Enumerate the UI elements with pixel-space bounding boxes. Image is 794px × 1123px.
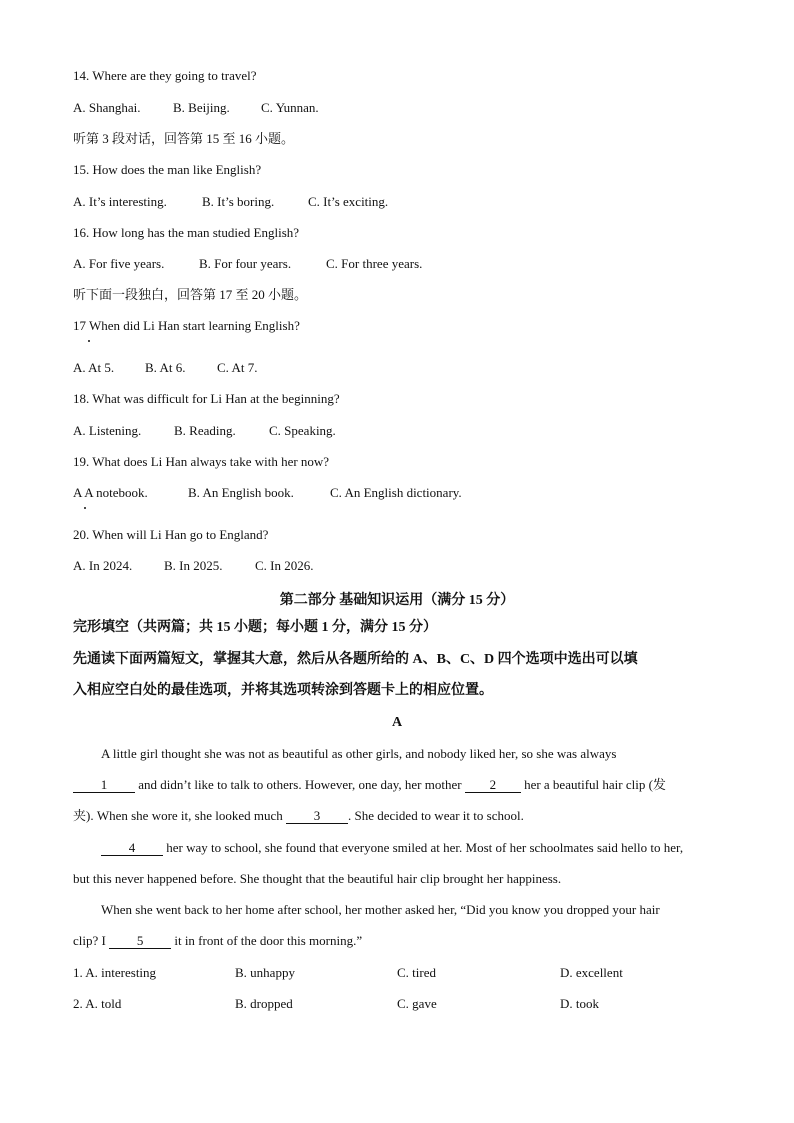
- dialog-3-instruction: 听第 3 段对话，回答第 15 至 16 小题。: [73, 131, 295, 146]
- question-18-options: [73, 423, 336, 439]
- answer-option-b: B. dropped: [235, 996, 293, 1011]
- passage-line: [73, 777, 733, 793]
- blank-4: 4: [101, 841, 163, 856]
- passage-line: [73, 808, 733, 824]
- answer-option-b: B. unhappy: [235, 965, 295, 980]
- passage-text: her a beautiful hair clip (发: [520, 777, 666, 792]
- option-b: B. Beijing.: [173, 100, 230, 115]
- option-b: B. At 6.: [145, 360, 186, 375]
- cloze-instruction-line-2: 入相应空白处的最佳选项，并将其选项转涂到答题卡上的相应位置。: [73, 683, 493, 698]
- answer-option-a: 1. A. interesting: [73, 965, 157, 980]
- question-16-options: [73, 256, 422, 272]
- option-a: A. Shanghai.: [73, 100, 141, 115]
- option-b: B. For four years.: [199, 256, 292, 271]
- blank-5: 5: [109, 934, 171, 949]
- question-18-stem: 18. What was difficult for Li Han at the beginning?: [73, 391, 340, 406]
- passage-line: A little girl thought she was not as beautiful as other girls, and nobody liked her, so she was always: [101, 746, 617, 761]
- option-c: C. An English dictionary.: [330, 485, 462, 500]
- passage-line: When she went back to her home after school, her mother asked her, “Did you know you dropped your hair: [101, 902, 660, 917]
- question-17-stem: 17 When did Li Han start learning English?: [73, 318, 300, 333]
- passage-line: but this never happened before. She thought that the beautiful hair clip brought her happiness.: [73, 871, 562, 886]
- option-b: B. In 2025.: [164, 558, 223, 573]
- option-c: C. In 2026.: [255, 558, 314, 573]
- answer-option-c: C. tired: [397, 965, 436, 980]
- option-c: C. Speaking.: [269, 423, 336, 438]
- question-19-options: [73, 485, 462, 501]
- question-14-options: [73, 100, 319, 116]
- option-c: C. At 7.: [217, 360, 258, 375]
- answer-option-d: D. excellent: [560, 965, 623, 980]
- option-a: A A notebook.: [73, 485, 148, 500]
- passage-text: 夹). When she wore it, she looked much: [73, 808, 287, 823]
- ocr-dot-mark: [84, 507, 86, 509]
- option-a: A. At 5.: [73, 360, 115, 375]
- answer-option-c: C. gave: [397, 996, 437, 1011]
- cloze-section-title: 完形填空（共两篇；共 15 小题；每小题 1 分，满分 15 分）: [73, 620, 437, 635]
- question-14-stem: 14. Where are they going to travel?: [73, 68, 257, 83]
- question-16-stem: 16. How long has the man studied English?: [73, 225, 300, 240]
- question-14: [73, 68, 257, 84]
- option-a: A. Listening.: [73, 423, 142, 438]
- passage-text: her way to school, she found that everyone smiled at her. Most of her schoolmates said hello to her,: [163, 840, 684, 855]
- blank-3: 3: [286, 809, 348, 824]
- option-c: C. Yunnan.: [261, 100, 319, 115]
- passage-text: . She decided to wear it to school.: [348, 808, 524, 823]
- option-b: B. Reading.: [174, 423, 236, 438]
- monologue-instruction: 听下面一段独白，回答第 17 至 20 小题。: [73, 287, 308, 302]
- option-c: C. For three years.: [326, 256, 423, 271]
- option-a: A. For five years.: [73, 256, 165, 271]
- cloze-instruction-line-1: 先通读下面两篇短文，掌握其大意，然后从各题所给的 A、B、C、D 四个选项中选出可以填: [73, 652, 638, 667]
- passage-line: [73, 840, 761, 856]
- ocr-dot-mark: [88, 340, 90, 342]
- option-a: A. In 2024.: [73, 558, 133, 573]
- answer-option-a: 2. A. told: [73, 996, 122, 1011]
- option-a: A. It’s interesting.: [73, 194, 167, 209]
- blank-1: 1: [73, 778, 135, 793]
- blank-2: 2: [465, 778, 521, 793]
- question-15-options: [73, 194, 388, 210]
- passage-text: and didn’t like to talk to others. However, one day, her mother: [135, 777, 465, 792]
- passage-label: A: [391, 715, 403, 730]
- passage-text: clip? I: [73, 933, 110, 948]
- question-20-stem: 20. When will Li Han go to England?: [73, 527, 269, 542]
- question-20-options: [73, 558, 314, 574]
- answer-option-d: D. took: [560, 996, 599, 1011]
- passage-line: [73, 933, 733, 949]
- question-17-options: [73, 360, 257, 376]
- option-c: C. It’s exciting.: [308, 194, 389, 209]
- option-b: B. An English book.: [188, 485, 294, 500]
- option-b: B. It’s boring.: [202, 194, 275, 209]
- question-19-stem: 19. What does Li Han always take with her now?: [73, 454, 330, 469]
- passage-text: it in front of the door this morning.”: [171, 933, 363, 948]
- question-15-stem: 15. How does the man like English?: [73, 162, 262, 177]
- part-2-title: 第二部分 基础知识运用（满分 15 分）: [279, 593, 515, 608]
